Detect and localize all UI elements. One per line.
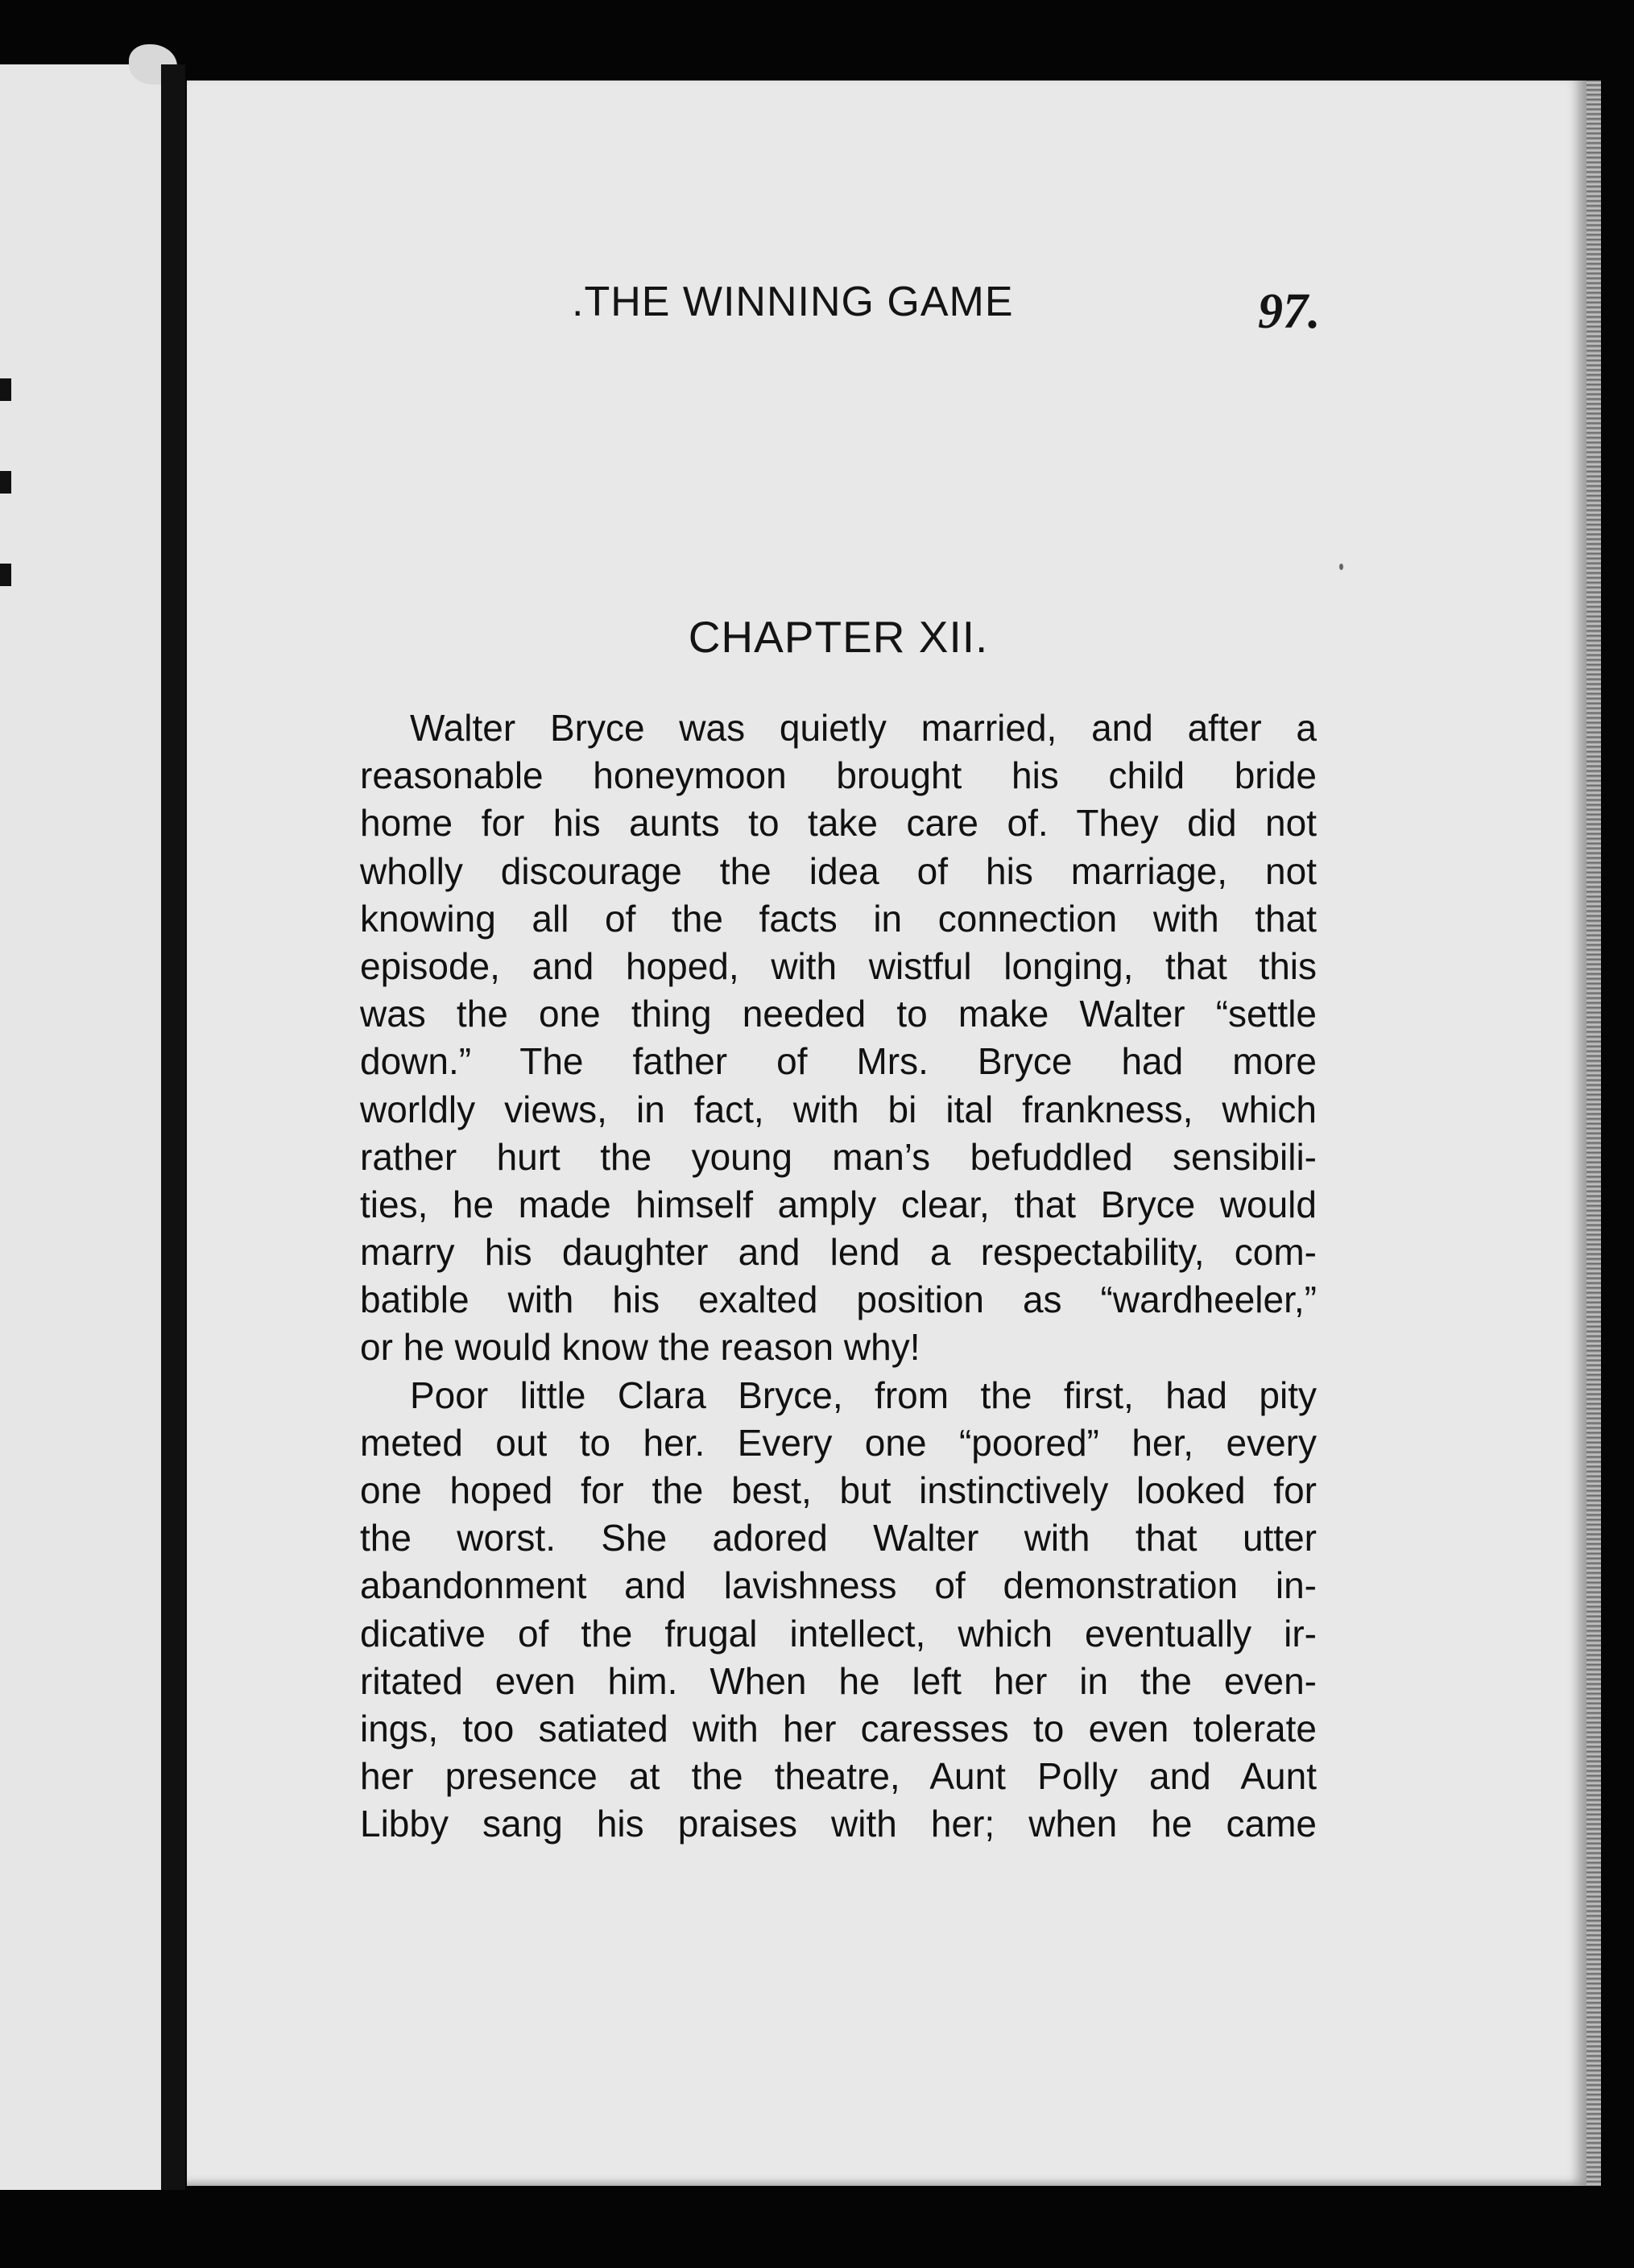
- chapter-heading: CHAPTER XII.: [688, 612, 989, 662]
- page-number: 97.: [1258, 284, 1321, 339]
- text-line: down.” The father of Mrs. Bryce had more: [360, 1040, 1317, 1083]
- text-line: dicative of the frugal intellect, which eventually ir-: [360, 1612, 1317, 1655]
- book-binding: [161, 64, 185, 2190]
- text-line: Poor little Clara Bryce, from the first, had pity: [410, 1374, 1317, 1416]
- facing-page-mark: [0, 471, 11, 494]
- text-line: wholly discourage the idea of his marriage, not: [360, 849, 1317, 892]
- text-line: Walter Bryce was quietly married, and after a: [410, 707, 1317, 749]
- page-edge: [1586, 81, 1601, 2186]
- facing-page-mark: [0, 378, 11, 401]
- text-line: reasonable honeymoon brought his child bride: [360, 754, 1317, 797]
- text-line: worldly views, in fact, with bi ital frankness, which: [360, 1088, 1317, 1130]
- chapter-body: [360, 704, 1317, 1849]
- paragraph-2: [360, 1372, 1317, 1849]
- paragraph-1: [360, 704, 1317, 1372]
- text-line: rather hurt the young man’s befuddled sensibili-: [360, 1135, 1317, 1178]
- paper-speck: [1339, 564, 1343, 570]
- text-line: abandonment and lavishness of demonstration in-: [360, 1564, 1317, 1607]
- text-line: Libby sang his praises with her; when he came: [360, 1803, 1317, 1845]
- text-line: ritated even him. When he left her in the even-: [360, 1659, 1317, 1702]
- running-head-title: .THE WINNING GAME: [572, 279, 1014, 325]
- text-line: ties, he made himself amply clear, that Bryce would: [360, 1183, 1317, 1225]
- text-line: her presence at the theatre, Aunt Polly and Aunt: [360, 1755, 1317, 1798]
- facing-page-edge: [0, 64, 166, 2190]
- text-line: was the one thing needed to make Walter “settle: [360, 993, 1317, 1035]
- text-line: knowing all of the facts in connection with that: [360, 897, 1317, 940]
- text-line: or he would know the reason why!: [360, 1326, 920, 1369]
- text-line: ings, too satiated with her caresses to even tolerate: [360, 1707, 1317, 1750]
- text-line: home for his aunts to take care of. They did not: [360, 802, 1317, 845]
- text-line: meted out to her. Every one “poored” her, every: [360, 1421, 1317, 1464]
- text-line: marry his daughter and lend a respectability, com-: [360, 1231, 1317, 1274]
- text-line: episode, and hoped, with wistful longing, that this: [360, 944, 1317, 987]
- text-line: batible with his exalted position as “wardheeler,”: [360, 1279, 1317, 1321]
- facing-page-mark: [0, 564, 11, 586]
- text-line: the worst. She adored Walter with that utter: [360, 1517, 1317, 1560]
- text-line: one hoped for the best, but instinctively looked for: [360, 1469, 1317, 1511]
